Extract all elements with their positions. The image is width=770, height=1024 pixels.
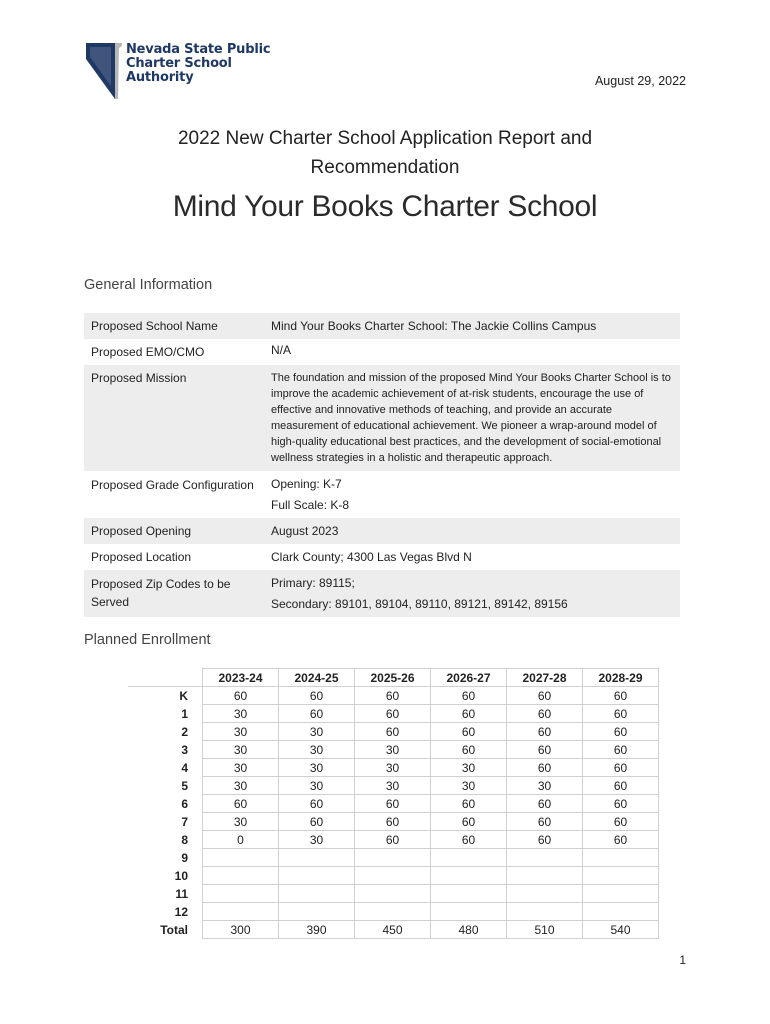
- enrollment-cell: [203, 849, 279, 867]
- info-row: [84, 471, 680, 518]
- grade-label: 4: [128, 759, 203, 777]
- info-value: [264, 471, 680, 518]
- enrollment-cell: 60: [431, 813, 507, 831]
- enrollment-row: [128, 795, 659, 813]
- info-value: August 2023: [264, 518, 680, 544]
- enrollment-cell: 60: [431, 831, 507, 849]
- enrollment-cell: 60: [203, 687, 279, 705]
- info-row: [84, 313, 680, 339]
- enrollment-cell: 60: [507, 831, 583, 849]
- grade-label: 3: [128, 741, 203, 759]
- total-cell: 510: [507, 921, 583, 939]
- enrollment-cell: 30: [355, 777, 431, 795]
- general-information-table: [84, 313, 680, 617]
- info-key: Proposed Grade Configuration: [91, 478, 254, 492]
- year-header: 2026-27: [431, 669, 507, 687]
- enrollment-row: [128, 849, 659, 867]
- year-header: 2025-26: [355, 669, 431, 687]
- enrollment-cell: [279, 903, 355, 921]
- planned-enrollment-heading: Planned Enrollment: [84, 632, 211, 648]
- enrollment-cell: 60: [355, 687, 431, 705]
- enrollment-cell: 30: [355, 741, 431, 759]
- enrollment-cell: 60: [583, 705, 659, 723]
- total-cell: 540: [583, 921, 659, 939]
- enrollment-cell: 60: [583, 795, 659, 813]
- info-row: [84, 339, 680, 365]
- logo-line-3: Authority: [126, 70, 194, 85]
- info-value-line: Secondary: 89101, 89104, 89110, 89121, 89142, 89156: [271, 597, 568, 611]
- enrollment-cell: 60: [583, 741, 659, 759]
- grade-label: 8: [128, 831, 203, 849]
- enrollment-cell: 60: [355, 831, 431, 849]
- year-header: 2024-25: [279, 669, 355, 687]
- enrollment-cell: 60: [507, 723, 583, 741]
- enrollment-total-row: [128, 921, 659, 939]
- report-title-line-2: Recommendation: [310, 157, 460, 178]
- enrollment-cell: 30: [279, 741, 355, 759]
- grade-label: 9: [128, 849, 203, 867]
- enrollment-cell: 60: [507, 813, 583, 831]
- enrollment-cell: 60: [507, 741, 583, 759]
- enrollment-cell: 60: [583, 813, 659, 831]
- grade-label: 11: [128, 885, 203, 903]
- enrollment-cell: 60: [203, 795, 279, 813]
- nevada-state-shape-icon: [85, 42, 123, 100]
- enrollment-cell: 30: [279, 723, 355, 741]
- info-key: Proposed Opening: [84, 518, 264, 544]
- info-value-line: Full Scale: K-8: [271, 498, 350, 512]
- enrollment-cell: 30: [431, 777, 507, 795]
- enrollment-cell: 30: [203, 777, 279, 795]
- nspcsa-logo: [85, 40, 275, 102]
- enrollment-corner-cell: [128, 669, 203, 687]
- enrollment-cell: 60: [583, 759, 659, 777]
- info-key: Proposed Zip Codes to be Served: [84, 570, 264, 617]
- grade-label: 12: [128, 903, 203, 921]
- info-value: Mind Your Books Charter School: The Jackie Collins Campus: [264, 313, 680, 339]
- enrollment-cell: [279, 867, 355, 885]
- info-value: [264, 570, 680, 617]
- enrollment-row: [128, 687, 659, 705]
- enrollment-row: [128, 705, 659, 723]
- enrollment-cell: [431, 903, 507, 921]
- enrollment-cell: 60: [507, 705, 583, 723]
- enrollment-row: [128, 831, 659, 849]
- enrollment-cell: 60: [507, 795, 583, 813]
- grade-label: 2: [128, 723, 203, 741]
- info-value-line: Opening: K-7: [271, 477, 342, 491]
- grade-label: 5: [128, 777, 203, 795]
- enrollment-cell: 30: [279, 759, 355, 777]
- enrollment-cell: 60: [279, 687, 355, 705]
- enrollment-cell: 60: [507, 687, 583, 705]
- enrollment-cell: [583, 903, 659, 921]
- enrollment-cell: 60: [279, 813, 355, 831]
- logo-line-2: Charter School: [126, 56, 232, 71]
- report-title-line-1: 2022 New Charter School Application Report and: [177, 128, 593, 149]
- info-key: Proposed Location: [91, 550, 192, 564]
- page-number: 1: [679, 953, 686, 967]
- enrollment-cell: 30: [203, 813, 279, 831]
- enrollment-cell: 60: [279, 795, 355, 813]
- enrollment-row: [128, 903, 659, 921]
- enrollment-cell: 60: [583, 831, 659, 849]
- enrollment-cell: [203, 885, 279, 903]
- enrollment-row: [128, 759, 659, 777]
- total-cell: 450: [355, 921, 431, 939]
- total-cell: 480: [431, 921, 507, 939]
- enrollment-cell: 60: [355, 813, 431, 831]
- enrollment-row: [128, 885, 659, 903]
- enrollment-cell: 30: [203, 759, 279, 777]
- info-value: Clark County; 4300 Las Vegas Blvd N: [271, 550, 472, 564]
- enrollment-row: [128, 777, 659, 795]
- enrollment-cell: [355, 903, 431, 921]
- total-label: Total: [128, 921, 203, 939]
- enrollment-cell: [583, 885, 659, 903]
- enrollment-cell: [507, 903, 583, 921]
- info-key: Proposed School Name: [84, 313, 264, 339]
- enrollment-cell: 0: [203, 831, 279, 849]
- enrollment-cell: [203, 903, 279, 921]
- grade-label: 1: [128, 705, 203, 723]
- enrollment-cell: 60: [507, 759, 583, 777]
- enrollment-cell: 30: [203, 741, 279, 759]
- enrollment-cell: [431, 849, 507, 867]
- info-value-line: Primary: 89115;: [271, 576, 355, 590]
- enrollment-cell: [507, 867, 583, 885]
- enrollment-cell: [507, 885, 583, 903]
- info-value: N/A: [271, 343, 292, 357]
- enrollment-cell: 60: [583, 777, 659, 795]
- school-name-heading: Mind Your Books Charter School: [172, 190, 598, 223]
- enrollment-cell: 60: [583, 723, 659, 741]
- enrollment-cell: 60: [431, 795, 507, 813]
- enrollment-cell: 60: [355, 705, 431, 723]
- info-row: [84, 570, 680, 617]
- enrollment-cell: 60: [431, 723, 507, 741]
- info-value: The foundation and mission of the proposed Mind Your Books Charter School is to improve the academic achievement of at-risk students, encourage the use of effective and innovative methods of teaching, and provide an accurate measurement of educational achievement. We pioneer a wrap-around model of high-quality educational best practices, and the development of social-emotional wellness strategies in a holistic and therapeutic approach.: [264, 365, 680, 471]
- enrollment-cell: [355, 867, 431, 885]
- general-information-heading: General Information: [84, 277, 213, 293]
- enrollment-row: [128, 813, 659, 831]
- enrollment-cell: [431, 867, 507, 885]
- grade-label: K: [128, 687, 203, 705]
- enrollment-cell: 60: [431, 741, 507, 759]
- enrollment-cell: 60: [279, 705, 355, 723]
- enrollment-cell: 30: [203, 705, 279, 723]
- enrollment-row: [128, 741, 659, 759]
- info-key: Proposed Mission: [84, 365, 264, 471]
- enrollment-cell: 60: [431, 687, 507, 705]
- enrollment-cell: 30: [279, 777, 355, 795]
- enrollment-row: [128, 867, 659, 885]
- total-cell: 300: [203, 921, 279, 939]
- enrollment-cell: 30: [431, 759, 507, 777]
- enrollment-cell: 30: [203, 723, 279, 741]
- enrollment-cell: 60: [583, 687, 659, 705]
- enrollment-cell: 30: [355, 759, 431, 777]
- grade-label: 7: [128, 813, 203, 831]
- enrollment-cell: 30: [507, 777, 583, 795]
- year-header: 2027-28: [507, 669, 583, 687]
- info-row: [84, 365, 680, 471]
- logo-text: [126, 43, 270, 85]
- logo-line-1: Nevada State Public: [126, 42, 271, 57]
- enrollment-cell: 60: [355, 795, 431, 813]
- info-row: [84, 518, 680, 544]
- enrollment-row: [128, 723, 659, 741]
- enrollment-cell: [583, 867, 659, 885]
- year-header: 2028-29: [583, 669, 659, 687]
- enrollment-cell: [203, 867, 279, 885]
- enrollment-cell: [583, 849, 659, 867]
- info-key: Proposed EMO/CMO: [91, 345, 205, 359]
- enrollment-table: [128, 668, 659, 939]
- info-row: [84, 544, 680, 570]
- total-cell: 390: [279, 921, 355, 939]
- grade-label: 10: [128, 867, 203, 885]
- enrollment-cell: [279, 849, 355, 867]
- enrollment-cell: 30: [279, 831, 355, 849]
- report-title: [0, 124, 770, 182]
- enrollment-cell: [279, 885, 355, 903]
- enrollment-cell: [355, 849, 431, 867]
- enrollment-cell: 60: [431, 705, 507, 723]
- enrollment-header-row: [128, 669, 659, 687]
- enrollment-cell: 60: [355, 723, 431, 741]
- enrollment-cell: [431, 885, 507, 903]
- grade-label: 6: [128, 795, 203, 813]
- report-date: August 29, 2022: [594, 74, 686, 88]
- year-header: 2023-24: [203, 669, 279, 687]
- enrollment-cell: [507, 849, 583, 867]
- enrollment-cell: [355, 885, 431, 903]
